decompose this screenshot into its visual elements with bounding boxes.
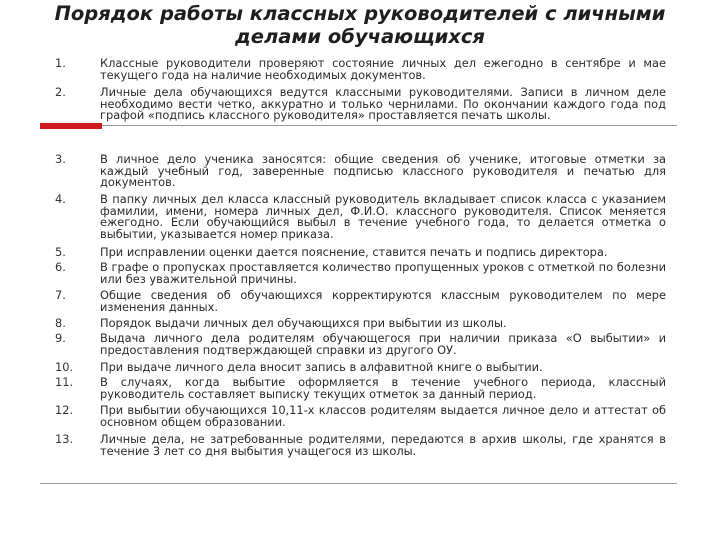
item-text: При выдаче личного дела вносит запись в алфавитной книге о выбытии. xyxy=(100,360,543,374)
item-number: 1. xyxy=(55,56,66,70)
item-text: В графе о пропусках проставляется количество пропущенных уроков с отметкой по болезни или без уважительной причины. xyxy=(100,260,666,286)
item-number: 10. xyxy=(55,360,74,374)
item-text: Личные дела обучающихся ведутся классными руководителями. Записи в личном деле необходимо вести четко, аккуратно и только чернилами. По окончании каждого года под графой «подпись классного руководителя» проставляется печать школы. xyxy=(100,85,666,122)
item-text: Общие сведения об обучающихся корректируются классным руководителем по мере изменения данных. xyxy=(100,288,666,314)
item-text: При исправлении оценки дается пояснение, ставится печать и подпись директора. xyxy=(100,245,608,259)
divider-bottom xyxy=(40,483,677,484)
item-number: 11. xyxy=(55,375,74,389)
page-title xyxy=(0,2,720,48)
item-text: Порядок выдачи личных дел обучающихся при выбытии из школы. xyxy=(100,316,507,330)
item-text: В папку личных дел класса классный руководитель вкладывает список класса с указанием фамилии, имени, номера личных дел, Ф.И.О. классного руководителя. Список меняется ежегодно. Если обучающийся выбыл в течение учебного года, то делается отметка о выбытии, указывается номер приказа. xyxy=(100,192,666,241)
title-line-2: делами обучающихся xyxy=(235,25,485,48)
item-number: 9. xyxy=(55,331,66,345)
item-number: 2. xyxy=(55,85,66,99)
item-number: 8. xyxy=(55,316,66,330)
item-text: При выбытии обучающихся 10,11-х классов родителям выдается личное дело и аттестат об основном общем образовании. xyxy=(100,403,666,429)
divider-top xyxy=(102,125,677,126)
item-number: 12. xyxy=(55,403,74,417)
item-text: В личное дело ученика заносятся: общие сведения об ученике, итоговые отметки за каждый учебный год, заверенные подписью классного руководителя и печатью для документов. xyxy=(100,152,666,189)
item-number: 6. xyxy=(55,260,66,274)
title-line-1: Порядок работы классных руководителей с личными xyxy=(54,2,666,25)
item-number: 3. xyxy=(55,152,66,166)
item-text: Классные руководители проверяют состояние личных дел ежегодно в сентябре и мае текущего года на наличие необходимых документов. xyxy=(100,56,666,82)
item-number: 5. xyxy=(55,245,66,259)
item-text: Личные дела, не затребованные родителями, передаются в архив школы, где хранятся в течение 3 лет со дня выбытия учащегося из школы. xyxy=(100,432,666,458)
accent-bar xyxy=(40,123,102,129)
item-number: 13. xyxy=(55,432,74,446)
item-text: В случаях, когда выбытие оформляется в течение учебного периода, классный руководитель составляет выписку текущих отметок за данный период. xyxy=(100,375,666,401)
item-number: 7. xyxy=(55,288,66,302)
item-number: 4. xyxy=(55,192,66,206)
item-text: Выдача личного дела родителям обучающегося при наличии приказа «О выбытии» и предоставления подтверждающей справки из другого ОУ. xyxy=(100,331,666,357)
